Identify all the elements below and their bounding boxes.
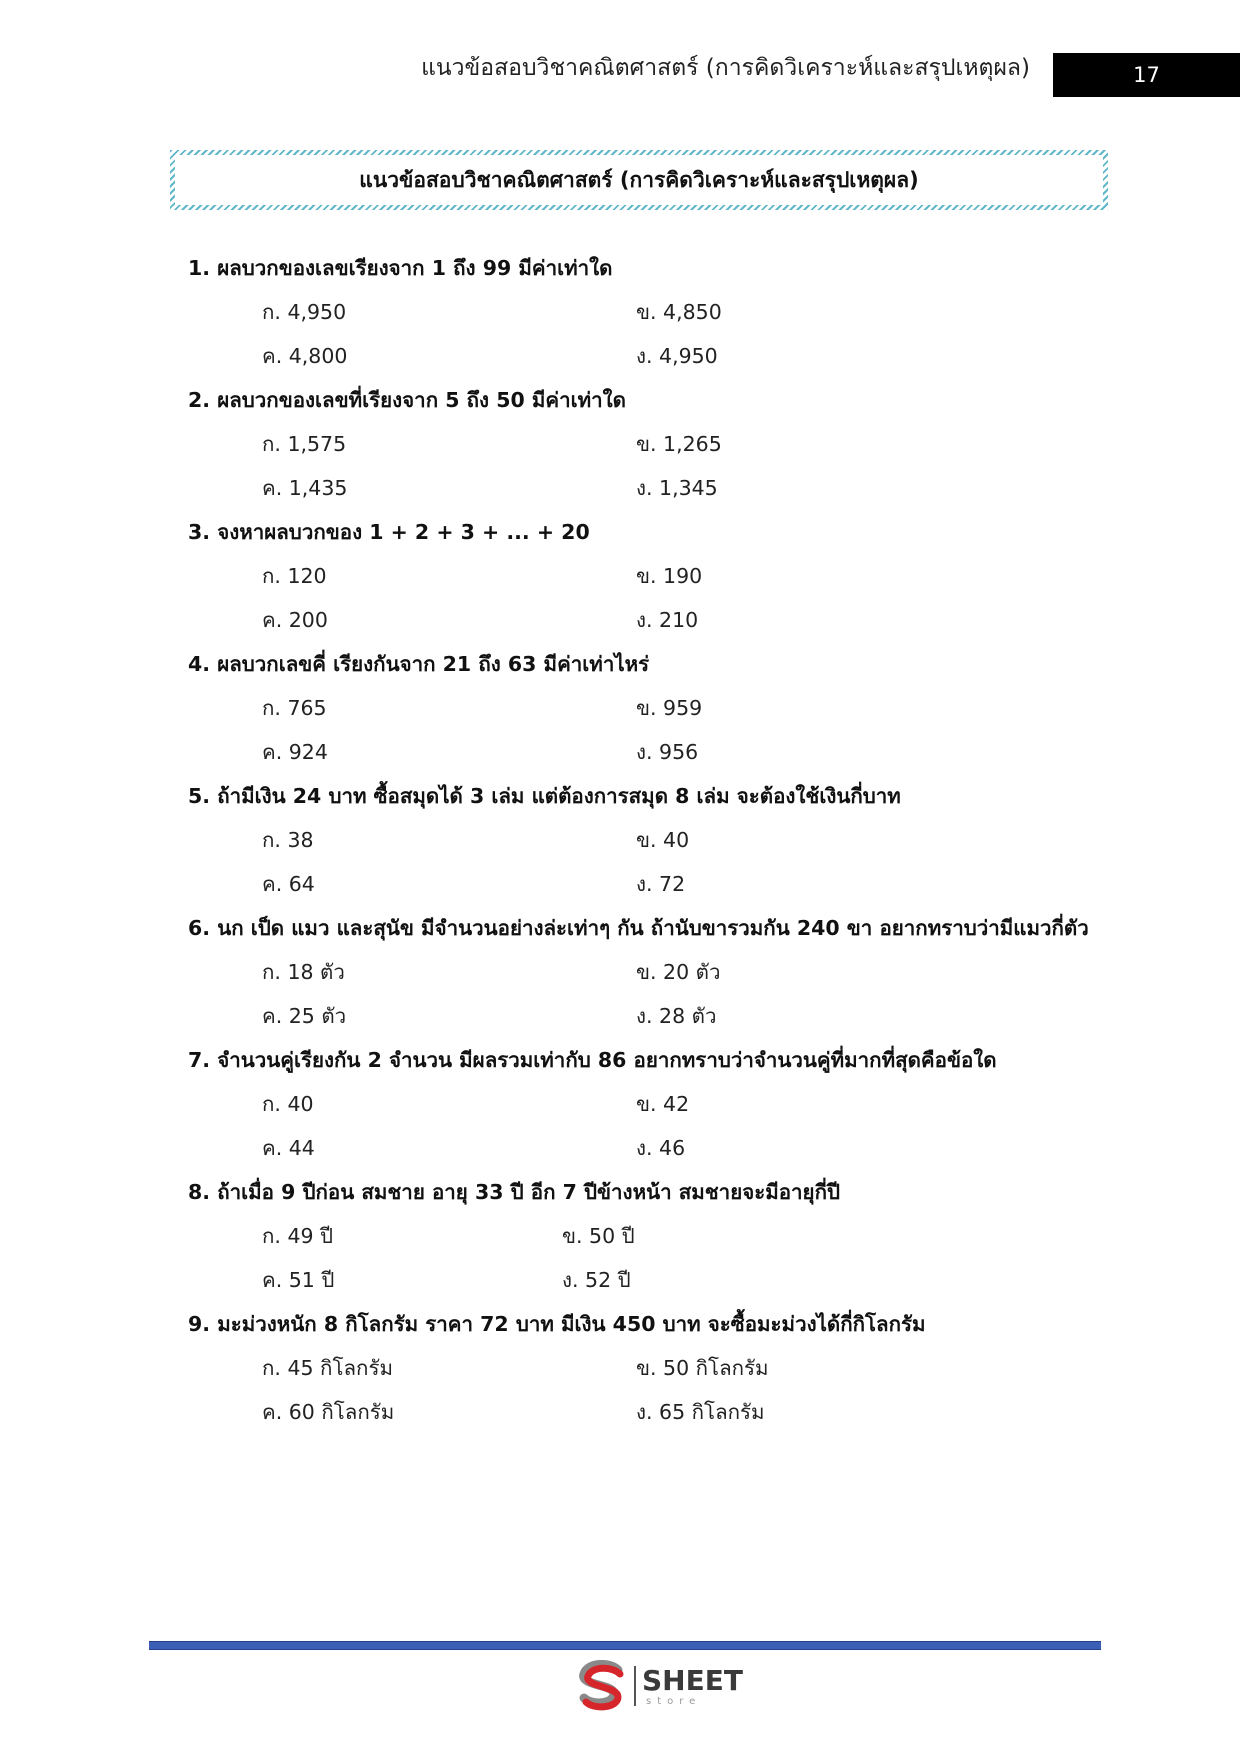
question-item [188, 642, 1108, 774]
option-c: ค. 44 [262, 1136, 315, 1160]
page-header-title: แนวข้อสอบวิชาคณิตศาสตร์ (การคิดวิเคราะห์และสรุปเหตุผล) [421, 55, 1030, 81]
logo-separator [634, 1666, 636, 1706]
question-text: 7. จำนวนคู่เรียงกัน 2 จำนวน มีผลรวมเท่ากับ 86 อยากทราบว่าจำนวนคู่ที่มากที่สุดคือข้อใด [188, 1048, 997, 1072]
section-title-box [170, 150, 1108, 210]
question-text: 8. ถ้าเมื่อ 9 ปีก่อน สมชาย อายุ 33 ปี อีก 7 ปีข้างหน้า สมชายจะมีอายุกี่ปี [188, 1180, 840, 1204]
question-item [188, 906, 1108, 1038]
option-b: ข. 40 [636, 828, 690, 852]
page-number-box [1053, 53, 1240, 97]
question-text: 3. จงหาผลบวกของ 1 + 2 + 3 + ... + 20 [188, 520, 590, 544]
question-item [188, 246, 1108, 378]
question-item [188, 1302, 1108, 1434]
page-number: 17 [1133, 63, 1160, 87]
option-d: ง. 52 ปี [562, 1268, 631, 1292]
option-d: ง. 72 [636, 872, 686, 896]
question-item [188, 1170, 1108, 1302]
option-c: ค. 60 กิโลกรัม [262, 1400, 395, 1424]
option-d: ง. 210 [636, 608, 699, 632]
option-c: ค. 64 [262, 872, 315, 896]
option-a: ก. 1,575 [262, 432, 347, 456]
option-d: ง. 4,950 [636, 344, 718, 368]
option-a: ก. 38 [262, 828, 314, 852]
option-b: ข. 42 [636, 1092, 690, 1116]
question-text: 9. มะม่วงหนัก 8 กิโลกรัม ราคา 72 บาท มีเงิน 450 บาท จะซื้อมะม่วงได้กี่กิโลกรัม [188, 1312, 926, 1336]
question-list [188, 246, 1108, 1434]
option-b: ข. 959 [636, 696, 703, 720]
option-b: ข. 50 ปี [562, 1224, 635, 1248]
option-d: ง. 28 ตัว [636, 1004, 717, 1028]
question-item [188, 1038, 1108, 1170]
logo-text: SHEET [642, 1664, 743, 1697]
option-b: ข. 4,850 [636, 300, 722, 324]
question-item [188, 774, 1108, 906]
option-c: ค. 4,800 [262, 344, 348, 368]
option-d: ง. 65 กิโลกรัม [636, 1400, 765, 1424]
option-a: ก. 120 [262, 564, 327, 588]
option-b: ข. 190 [636, 564, 703, 588]
option-b: ข. 1,265 [636, 432, 722, 456]
question-text: 4. ผลบวกเลขคี่ เรียงกันจาก 21 ถึง 63 มีค่าเท่าไหร่ [188, 652, 650, 676]
logo-subtext: store [646, 1696, 702, 1707]
option-d: ง. 46 [636, 1136, 686, 1160]
option-c: ค. 1,435 [262, 476, 348, 500]
question-item [188, 378, 1108, 510]
footer-divider [149, 1641, 1101, 1650]
option-a: ก. 49 ปี [262, 1224, 334, 1248]
footer-logo [574, 1660, 754, 1714]
option-c: ค. 200 [262, 608, 328, 632]
option-a: ก. 40 [262, 1092, 314, 1116]
option-a: ก. 4,950 [262, 300, 347, 324]
option-a: ก. 765 [262, 696, 327, 720]
option-d: ง. 956 [636, 740, 699, 764]
question-text: 5. ถ้ามีเงิน 24 บาท ซื้อสมุดได้ 3 เล่ม แต่ต้องการสมุด 8 เล่ม จะต้องใช้เงินกี่บาท [188, 784, 901, 808]
section-title: แนวข้อสอบวิชาคณิตศาสตร์ (การคิดวิเคราะห์และสรุปเหตุผล) [359, 167, 919, 192]
option-b: ข. 50 กิโลกรัม [636, 1356, 769, 1380]
question-text: 1. ผลบวกของเลขเรียงจาก 1 ถึง 99 มีค่าเท่าใด [188, 256, 613, 280]
option-d: ง. 1,345 [636, 476, 718, 500]
option-a: ก. 18 ตัว [262, 960, 345, 984]
question-item [188, 510, 1108, 642]
option-c: ค. 51 ปี [262, 1268, 335, 1292]
question-text: 2. ผลบวกของเลขที่เรียงจาก 5 ถึง 50 มีค่าเท่าใด [188, 388, 626, 412]
option-c: ค. 25 ตัว [262, 1004, 347, 1028]
option-a: ก. 45 กิโลกรัม [262, 1356, 393, 1380]
question-text: 6. นก เป็ด แมว และสุนัข มีจำนวนอย่างล่ะเท่าๆ กัน ถ้านับขารวมกัน 240 ขา อยากทราบว่ามีแมวกี่ตัว [188, 916, 1089, 940]
option-b: ข. 20 ตัว [636, 960, 721, 984]
option-c: ค. 924 [262, 740, 328, 764]
sheet-store-logo-icon [574, 1660, 630, 1714]
